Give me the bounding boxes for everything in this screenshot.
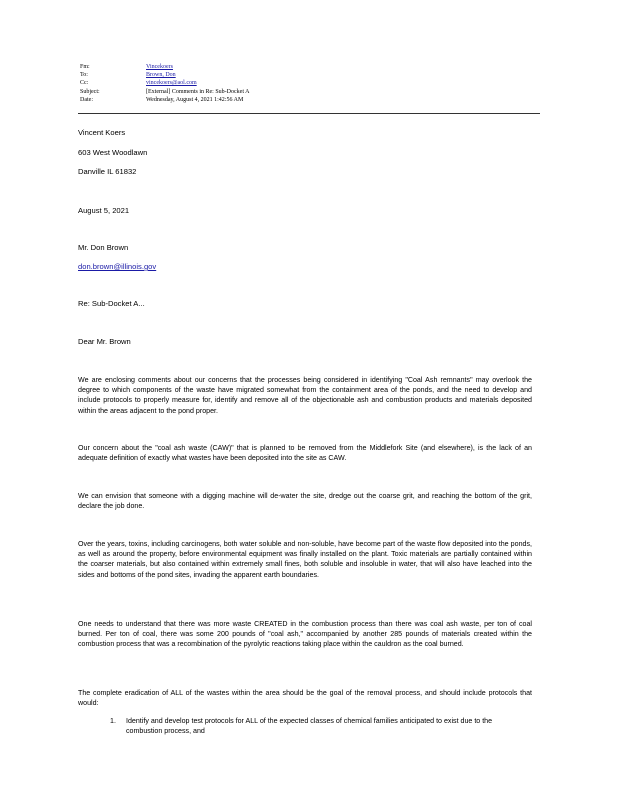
header-row-subject bbox=[80, 88, 249, 96]
cc-link[interactable]: vincekoers@aol.com bbox=[146, 80, 197, 87]
header-label: Cc: bbox=[80, 80, 89, 87]
body-paragraph: Our concern about the "coal ash waste (CAW)" that is planned to be removed from the Middlefork Site (and elsewhere), is the lack of an adequate definition of exactly what wastes have been deposited into the site as CAW. bbox=[78, 444, 532, 463]
body-paragraph: We are enclosing comments about our concerns that the processes being considered in identifying "Coal Ash remnants" may overlook the degree to which components of the waste have migrated somewhat from the containment area of the ponds, and the need to develop and include protocols to properly measure for, identify and remove all of the objectionable ash and combustion products and materials deposited within the areas adjacent to the pond proper. bbox=[78, 376, 532, 415]
header-label: Date: bbox=[80, 96, 93, 103]
list-item-number: 1. bbox=[110, 717, 116, 725]
sender-city: Danville IL 61832 bbox=[78, 167, 137, 176]
date-value: Wednesday, August 4, 2021 1:42:56 AM bbox=[146, 96, 244, 103]
header-row-cc bbox=[80, 79, 249, 87]
body-paragraph: We can envision that someone with a digging machine will de-water the site, dredge out the coarse grit, and reaching the bottom of the grit, declare the job done. bbox=[78, 492, 532, 511]
to-link[interactable]: Brown, Don bbox=[146, 72, 176, 79]
header-label: To: bbox=[80, 72, 88, 79]
header-label: Subject: bbox=[80, 88, 100, 95]
header-row-from bbox=[80, 63, 249, 71]
header-divider bbox=[78, 113, 540, 114]
letter-date: August 5, 2021 bbox=[78, 206, 130, 215]
body-paragraph: The complete eradication of ALL of the wastes within the area should be the goal of the removal process, and should include protocols that would: bbox=[78, 689, 532, 708]
list-item-text: Identify and develop test protocols for ALL of the expected classes of chemical families anticipated to exist due to the combustion process, and bbox=[126, 717, 493, 736]
body-paragraph: Over the years, toxins, including carcinogens, both water soluble and non-soluble, have become part of the waste flow deposited into the ponds, as well as around the property, before environmental equipment was finally installed on the plant. Toxic materials are partially contained within the coarser materials, but also contained within extremely small fines, both soluble and insoluble in water, that will also have leached into the sides and bottoms of the pond sites, invading the apparent earth boundaries. bbox=[78, 540, 532, 579]
header-row-date bbox=[80, 96, 249, 104]
header-row-to bbox=[80, 71, 249, 79]
salutation: Dear Mr. Brown bbox=[78, 337, 131, 346]
recipient-email-link[interactable]: don.brown@illinois.gov bbox=[78, 262, 157, 271]
from-link[interactable]: Vincekoers bbox=[146, 64, 173, 70]
header-label: Fm: bbox=[80, 64, 90, 70]
recipient-name: Mr. Don Brown bbox=[78, 243, 129, 252]
re-line: Re: Sub-Docket A... bbox=[78, 299, 145, 308]
email-header bbox=[80, 63, 249, 104]
body-paragraph: One needs to understand that there was more waste CREATED in the combustion process than there was coal ash waste, per ton of coal burned. Per ton of coal, there was some 200 pounds of "coal ash," accompanied by another 285 pounds of materials created within the combustion process that was a recombination of the pyrolytic reactions taking place within the cauldron as the coal burned. bbox=[78, 620, 532, 649]
subject-value: [External] Comments in Re: Sub-Docket A bbox=[146, 88, 250, 95]
sender-name: Vincent Koers bbox=[78, 128, 126, 137]
sender-street: 603 West Woodlawn bbox=[78, 148, 148, 157]
